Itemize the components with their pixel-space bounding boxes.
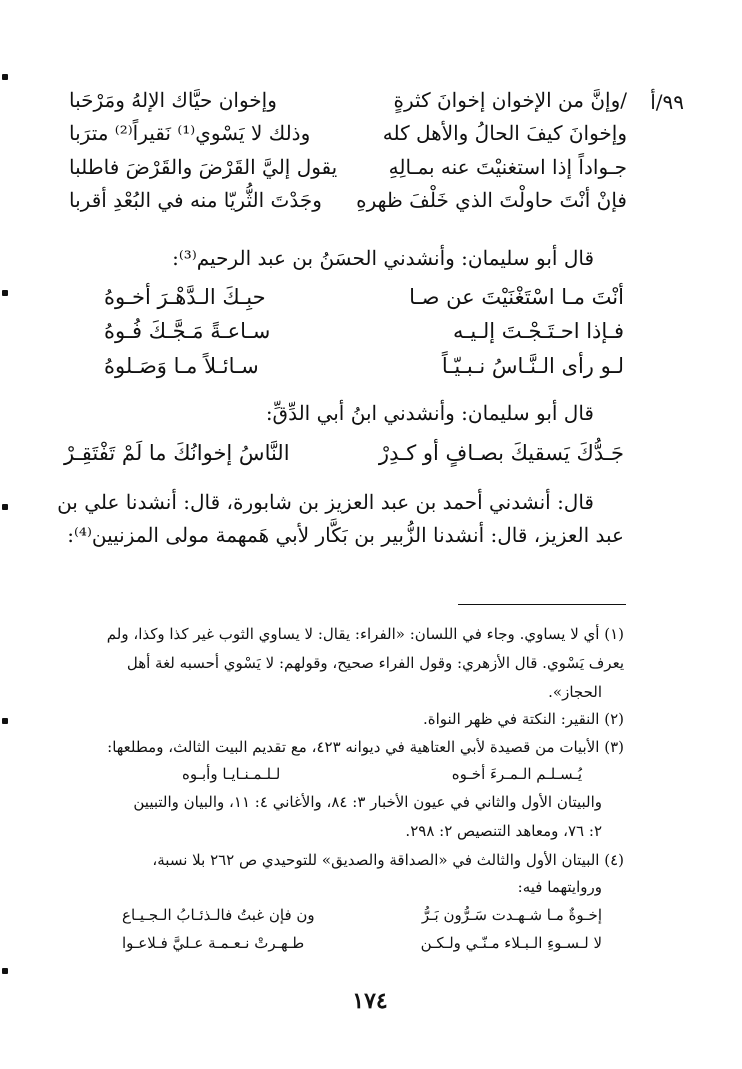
verse-first-hemistich: لا لـسـوءِ الـبـلاء مـنّـي ولـكـن bbox=[420, 934, 602, 952]
verse-second-hemistich: يقول إليَّ القَرْضَ والقَرْضَ فاطلبا bbox=[69, 155, 338, 179]
verse-row bbox=[104, 319, 624, 343]
footnote-4-line: (٤) البيتان الأول والثالث في «الصداقة والصديق» للتوحيدي ص ٢٦٢ بلا نسبة، bbox=[152, 851, 624, 869]
verse-second-hemistich: حبِـكَ الـدَّهْـرَ أخـوهُ bbox=[104, 285, 266, 309]
footnote-4-verse bbox=[122, 934, 602, 952]
footnote-3-line: (٣) الأبيات من قصيدة لأبي العتاهية في ديوانه ٤٢٣، مع تقديم البيت الثالث، ومطلعها: bbox=[107, 738, 624, 756]
footnote-3-line: والبيتان الأول والثاني في عيون الأخبار ٣: ٨٤، والأغاني ٤: ١١، والبيان والتبيين bbox=[133, 793, 602, 811]
footnote-1-line: الحجاز». bbox=[548, 683, 602, 701]
verse-first-hemistich: جَـدُّكَ يَسقيكَ بصـافٍ أو كـدِرْ bbox=[378, 441, 624, 465]
narration-intro: قال أبو سليمان: وأنشدني الحسَنُ بن عبد الرحيم⁽³⁾: bbox=[172, 246, 594, 270]
footnote-2: (٢) النقير: النكتة في ظهر النواة. bbox=[422, 710, 624, 728]
edge-mark-3 bbox=[2, 504, 8, 510]
verse-second-hemistich: النَّاسُ إخوانُكَ ما لَمْ تَفْتَقِـرْ bbox=[64, 441, 290, 465]
verse-first-hemistich: إخـوةٌ مـا شـهـدت سَـرُّون بَـرُّ bbox=[421, 906, 602, 924]
footnote-1-line: يعرف يَسْوي. قال الأزهري: وقول الفراء صحيح، وقولهم: لا يَسْوي أحسبه لغة أهل bbox=[126, 654, 624, 672]
verse-second-hemistich: سـائـلاً مـا وَصَـلوهُ bbox=[104, 354, 259, 378]
isnad-line: قال: أنشدني أحمد بن عبد العزيز بن شابورة، قال: أنشدنا علي بن bbox=[57, 490, 594, 514]
verse-row bbox=[69, 121, 627, 145]
verse-row bbox=[69, 188, 627, 212]
verse-second-hemistich: وإخوان حيَّاك الإلهُ ومَرْحَبا bbox=[69, 88, 277, 112]
footnote-3-verse bbox=[182, 765, 582, 783]
page-number: ١٧٤ bbox=[352, 988, 388, 1014]
verse-first-hemistich: /وإنَّ من الإخوان إخوانَ كثرةٍ bbox=[393, 88, 627, 112]
narration-intro: قال أبو سليمان: وأنشدني ابنُ أبي الدِّقِّ: bbox=[265, 401, 594, 425]
verse-first-hemistich: جـواداً إذا استغنيْتَ عنه بمـالِهِ bbox=[388, 155, 627, 179]
footnote-1-line: (١) أي لا يساوي. وجاء في اللسان: «الفراء: يقال: لا يساوي الثوب غير كذا وكذا، ولم bbox=[106, 625, 624, 643]
edge-mark-1 bbox=[2, 74, 8, 80]
footnote-4-verse bbox=[122, 906, 602, 924]
verse-second-hemistich: وجَدْتَ الثُّريّا منه في البُعْدِ أقربا bbox=[69, 188, 322, 212]
verse-row bbox=[69, 155, 627, 179]
verse-row bbox=[64, 441, 624, 465]
edge-mark-5 bbox=[2, 968, 8, 974]
folio-marker: ٩٩/أ bbox=[650, 90, 684, 114]
verse-first-hemistich: أنْتَ مـا اسْتَغْنَيْتَ عن صـا bbox=[409, 285, 624, 309]
verse-first-hemistich: لـو رأى الـنَّـاسُ نـبـيّـاً bbox=[441, 354, 624, 378]
footnote-3-line: ٢: ٧٦، ومعاهد التنصيص ٢: ٢٩٨. bbox=[405, 822, 602, 840]
verse-second-hemistich: ون فإن غبتُ فالـذئـابُ الـجـيـاع bbox=[122, 906, 315, 924]
verse-second-hemistich: سـاعـةً مَـجَّـكَ فُـوهُ bbox=[104, 319, 271, 343]
verse-row bbox=[69, 88, 627, 112]
verse-first-hemistich: فـإذا احـتَـجْـتَ إلـيـه bbox=[452, 319, 624, 343]
verse-first-hemistich: فإنْ أنْتَ حاولْتَ الذي خَلْفَ ظهرهِ bbox=[356, 188, 627, 212]
verse-first-hemistich: يُـسـلـم الـمـرءَ أخـوه bbox=[451, 765, 582, 783]
footnote-divider bbox=[458, 604, 626, 605]
verse-second-hemistich: وذلك لا يَسْوي⁽¹⁾ نَقيراً⁽²⁾ مترَبا bbox=[69, 121, 311, 145]
verse-second-hemistich: طـهـرتْ نـعـمـة عـليَّ فـلاعـوا bbox=[122, 934, 305, 952]
isnad-line: عبد العزيز، قال: أنشدنا الزُّبير بن بَكَّار لأبي هَمهمة مولى المزنيين⁽⁴⁾: bbox=[67, 523, 624, 547]
verse-row bbox=[104, 285, 624, 309]
verse-second-hemistich: لـلـمـنـايـا وأبـوه bbox=[182, 765, 281, 783]
footnote-4-line: وروايتهما فيه: bbox=[517, 878, 602, 896]
edge-mark-2 bbox=[2, 290, 8, 296]
verse-row bbox=[104, 354, 624, 378]
edge-mark-4 bbox=[2, 718, 8, 724]
verse-first-hemistich: وإخوانَ كيفَ الحالُ والأهل كله bbox=[382, 121, 627, 145]
